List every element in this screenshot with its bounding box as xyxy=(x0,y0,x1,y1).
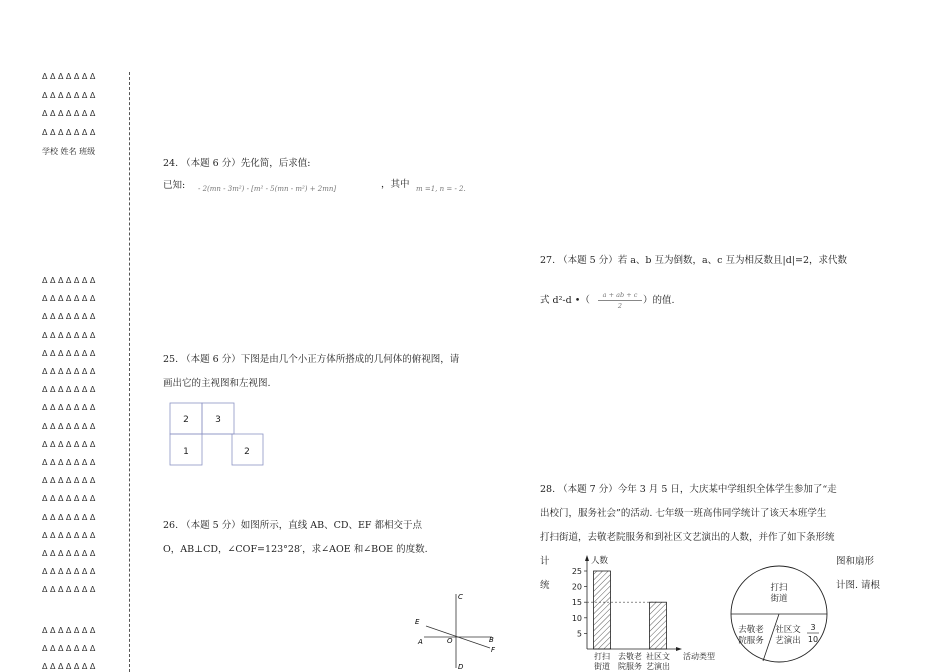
q26-lines-diagram xyxy=(410,588,505,671)
q27-fraction-numerator: a + ab + c xyxy=(598,290,642,301)
binding-triangle-row: ΔΔΔΔΔΔΔ xyxy=(42,421,98,431)
pie-label-elderly-2: 院服务 xyxy=(738,636,764,646)
q25-line-1: 25. （本题 6 分）下图是由几个小正方体所搭成的几何体的俯视图，请 xyxy=(163,354,460,365)
category-label: 街道 xyxy=(594,662,610,671)
binding-triangle-row: ΔΔΔΔΔΔΔ xyxy=(42,276,98,285)
y-axis-arrow xyxy=(585,555,589,561)
q28-pie-chart xyxy=(726,560,834,668)
category-label: 院服务 xyxy=(618,662,642,671)
q28-line-2: 出校门，服务社会”的活动. 七年级一班高伟同学统计了该天本班学生 xyxy=(540,508,827,519)
binding-labels: 学校 姓名 班级 xyxy=(42,147,96,156)
bar-1 xyxy=(594,571,611,649)
category-label: 去敬老 xyxy=(618,652,642,661)
category-label: 艺演出 xyxy=(646,662,670,671)
y-tick-label: 10 xyxy=(571,613,582,623)
y-tick-label: 15 xyxy=(571,598,582,608)
q27-line-2b: ）的值. xyxy=(643,295,675,306)
q26-point-a: A xyxy=(418,638,423,646)
binding-triangle-row: ΔΔΔΔΔΔΔ xyxy=(42,72,98,81)
binding-triangle-row: ΔΔΔΔΔΔΔ xyxy=(42,312,98,322)
x-axis-arrow xyxy=(676,647,682,651)
q28-wrap-right-2: 计图. 请根 xyxy=(836,580,881,591)
pie-label-street-2: 街道 xyxy=(770,594,788,604)
binding-triangle-row: ΔΔΔΔΔΔΔ xyxy=(42,367,98,376)
q26-point-e: E xyxy=(415,618,420,626)
binding-triangle-row: ΔΔΔΔΔΔΔ xyxy=(42,644,98,653)
pie-label-elderly-1: 去敬老 xyxy=(738,625,764,635)
binding-triangle-row: ΔΔΔΔΔΔΔ xyxy=(42,549,98,558)
q24-known-label: 已知: xyxy=(163,180,186,191)
binding-triangle-row: ΔΔΔΔΔΔΔ xyxy=(42,530,98,540)
q24-title: 24. （本题 6 分）先化简，后求值: xyxy=(163,158,311,169)
q26-line-2: O，AB⊥CD，∠COF=123°28′，求∠AOE 和∠BOE 的度数. xyxy=(163,544,428,555)
binding-triangle-row: ΔΔΔΔΔΔΔ xyxy=(42,294,98,304)
q24-values: m =1, n = - 2. xyxy=(416,185,466,193)
binding-triangle-row: ΔΔΔΔΔΔΔ xyxy=(42,439,98,449)
y-tick-label: 25 xyxy=(571,567,582,576)
bar-3 xyxy=(650,602,667,649)
binding-triangle-row: ΔΔΔΔΔΔΔ xyxy=(42,585,98,595)
binding-triangle-row: ΔΔΔΔΔΔΔ xyxy=(42,626,98,635)
category-label: 社区文 xyxy=(646,652,670,661)
q28-wrap-left-1: 计 xyxy=(540,556,550,567)
q27-fraction xyxy=(598,290,642,311)
x-axis-label: 活动类型 xyxy=(683,652,715,661)
q26-point-d: D xyxy=(458,663,464,671)
q26-point-c: C xyxy=(458,593,463,601)
y-tick-label: 5 xyxy=(576,629,582,639)
binding-triangle-row: ΔΔΔΔΔΔΔ xyxy=(42,403,98,413)
q26-line-1: 26. （本题 5 分）如图所示，直线 AB、CD、EF 都相交于点 xyxy=(163,520,423,531)
q27-fraction-denominator: 2 xyxy=(617,302,623,310)
q27-line-1: 27. （本题 5 分）若 a、b 互为倒数，a、c 互为相反数且|d|=2，求代数 xyxy=(540,255,847,266)
q25-cell-2: 3 xyxy=(215,415,221,425)
pie-label-street-1: 打扫 xyxy=(770,583,788,593)
pie-fraction-denominator: 10 xyxy=(807,635,819,644)
binding-triangle-row: ΔΔΔΔΔΔΔ xyxy=(42,385,98,395)
q24-where-label: ，其中 xyxy=(381,179,410,190)
binding-triangle-row: ΔΔΔΔΔΔΔ xyxy=(42,458,98,467)
pie-label-community-1: 社区文 xyxy=(775,625,801,635)
q28-wrap-right-1: 图和扇形 xyxy=(836,556,875,567)
q25-cell-1: 2 xyxy=(183,415,189,425)
binding-triangle-row: ΔΔΔΔΔΔΔ xyxy=(42,494,98,504)
binding-triangle-row: ΔΔΔΔΔΔΔ xyxy=(42,512,98,522)
q28-line-3: 打扫街道，去敬老院服务和到社区文艺演出的人数，并作了如下条形统 xyxy=(540,532,835,543)
binding-dashed-line xyxy=(129,72,130,672)
q25-line-2: 画出它的主视图和左视图. xyxy=(163,378,271,389)
binding-triangle-row: ΔΔΔΔΔΔΔ xyxy=(42,109,98,118)
binding-triangle-row: ΔΔΔΔΔΔΔ xyxy=(42,90,98,100)
pie-label-community-2: 艺演出 xyxy=(775,636,801,646)
q26-point-o: O xyxy=(447,637,453,645)
q24-expression: - 2(mn - 3m²) - [m² - 5(mn - m²) + 2mn] xyxy=(198,185,337,193)
q25-cell-3: 1 xyxy=(183,447,189,457)
q25-top-view-diagram xyxy=(168,401,268,467)
binding-triangle-row: ΔΔΔΔΔΔΔ xyxy=(42,662,98,671)
category-label: 打扫 xyxy=(594,652,610,661)
y-tick-label: 20 xyxy=(571,582,582,592)
q25-cell-4: 2 xyxy=(244,447,250,457)
binding-triangle-row: ΔΔΔΔΔΔΔ xyxy=(42,476,98,486)
q28-line-1: 28. （本题 7 分）今年 3 月 5 日，大庆某中学组织全体学生参加了“走 xyxy=(540,484,837,495)
q28-bar-chart xyxy=(560,551,730,671)
q28-wrap-left-2: 统 xyxy=(540,580,550,591)
q26-point-b: B xyxy=(489,636,494,644)
y-axis-label: 人数 xyxy=(591,556,609,566)
binding-triangle-row: ΔΔΔΔΔΔΔ xyxy=(42,348,98,358)
q27-line-2a: 式 d²-d •（ xyxy=(540,295,590,306)
pie-fraction-numerator: 3 xyxy=(810,623,816,632)
binding-triangle-row: ΔΔΔΔΔΔΔ xyxy=(42,330,98,340)
binding-triangle-row: ΔΔΔΔΔΔΔ xyxy=(42,127,98,137)
binding-triangle-row: ΔΔΔΔΔΔΔ xyxy=(42,567,98,577)
q26-point-f: F xyxy=(491,646,496,654)
